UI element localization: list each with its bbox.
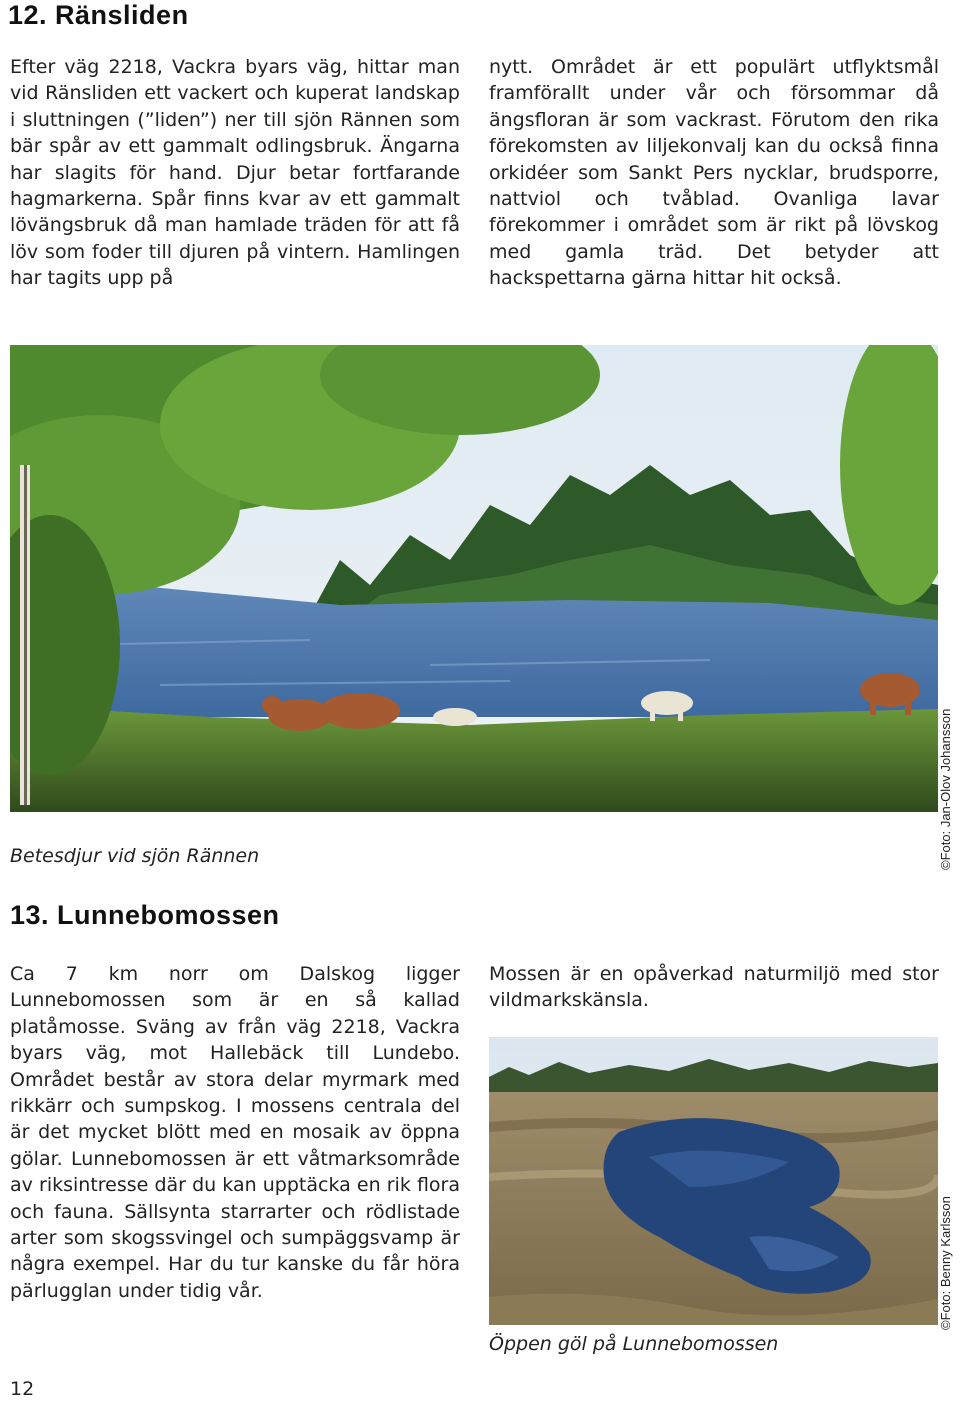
- photo-caption: Betesdjur vid sjön Rännen: [10, 845, 260, 867]
- page-number: 12: [10, 1378, 35, 1400]
- paragraph-text: Mossen är en opåverkad naturmiljö med stor vildmarkskänsla.: [489, 963, 939, 1012]
- photo-bog-pool: [489, 1037, 938, 1325]
- paragraph-text: Ca 7 km norr om Dalskog ligger Lunnebomossen som är en så kallad platåmosse. Sväng av från väg 2218, Vackra byars väg, mot Hallebäck till Lundebo. Området består av stora delar myrmark med rikkärr och sumpskog. I mossens centrala del är det mycket blött med en mosaik av öppna gölar. Lunnebomossen är ett våtmarksområde av riksintresse där du kan upptäcka en rik flora och fauna. Sällsynta starrarter och rödlistade arter som skogssvingel och sumpäggsvamp är några exempel. Har du tur kanske du får höra pärlugglan under tidig vår.: [10, 963, 460, 1302]
- paragraph-lunnebomossen-right: [489, 961, 939, 1014]
- section-heading-lunnebomossen: 13. Lunnebomossen: [10, 900, 280, 930]
- photo-credit: ©Foto: Jan-Olov Johansson: [938, 708, 953, 870]
- paragraph-text: nytt. Området är ett populärt utflyktsmål framförallt under vår och försommar då ängsfloran är som vackrast. Förutom den rika förekomsten av liljekonvalj kan du också finna orkidéer som Sankt Pers nycklar, brudsporre, nattviol och tvåblad. Ovanliga lavar förekommer i området som är rikt på lövskog med gamla träd. Det betyder att hackspettarna gärna hittar hit också.: [489, 56, 939, 290]
- photo-credit: ©Foto: Benny Karlsson: [938, 1196, 953, 1330]
- photo-cattle-by-lake: [10, 345, 938, 812]
- section-heading-ransliden: 12. Ränsliden: [8, 0, 189, 30]
- paragraph-ransliden-left: [10, 54, 460, 292]
- paragraph-text: Efter väg 2218, Vackra byars väg, hittar man vid Ränsliden ett vackert och kuperat landskap i sluttningen (”liden”) ner till sjön Rännen som bär spår av ett gammalt odlingsbruk. Ängarna har slagits för hand. Djur betar fortfarande hagmarkerna. Spår finns kvar av ett gammalt lövängsbruk då man hamlade träden för att få löv som foder till djuren på vintern. Hamlingen har tagits upp på: [10, 56, 460, 290]
- photo-caption: Öppen göl på Lunnebomossen: [489, 1333, 779, 1355]
- paragraph-lunnebomossen-left: [10, 961, 460, 1304]
- paragraph-ransliden-right: [489, 54, 939, 292]
